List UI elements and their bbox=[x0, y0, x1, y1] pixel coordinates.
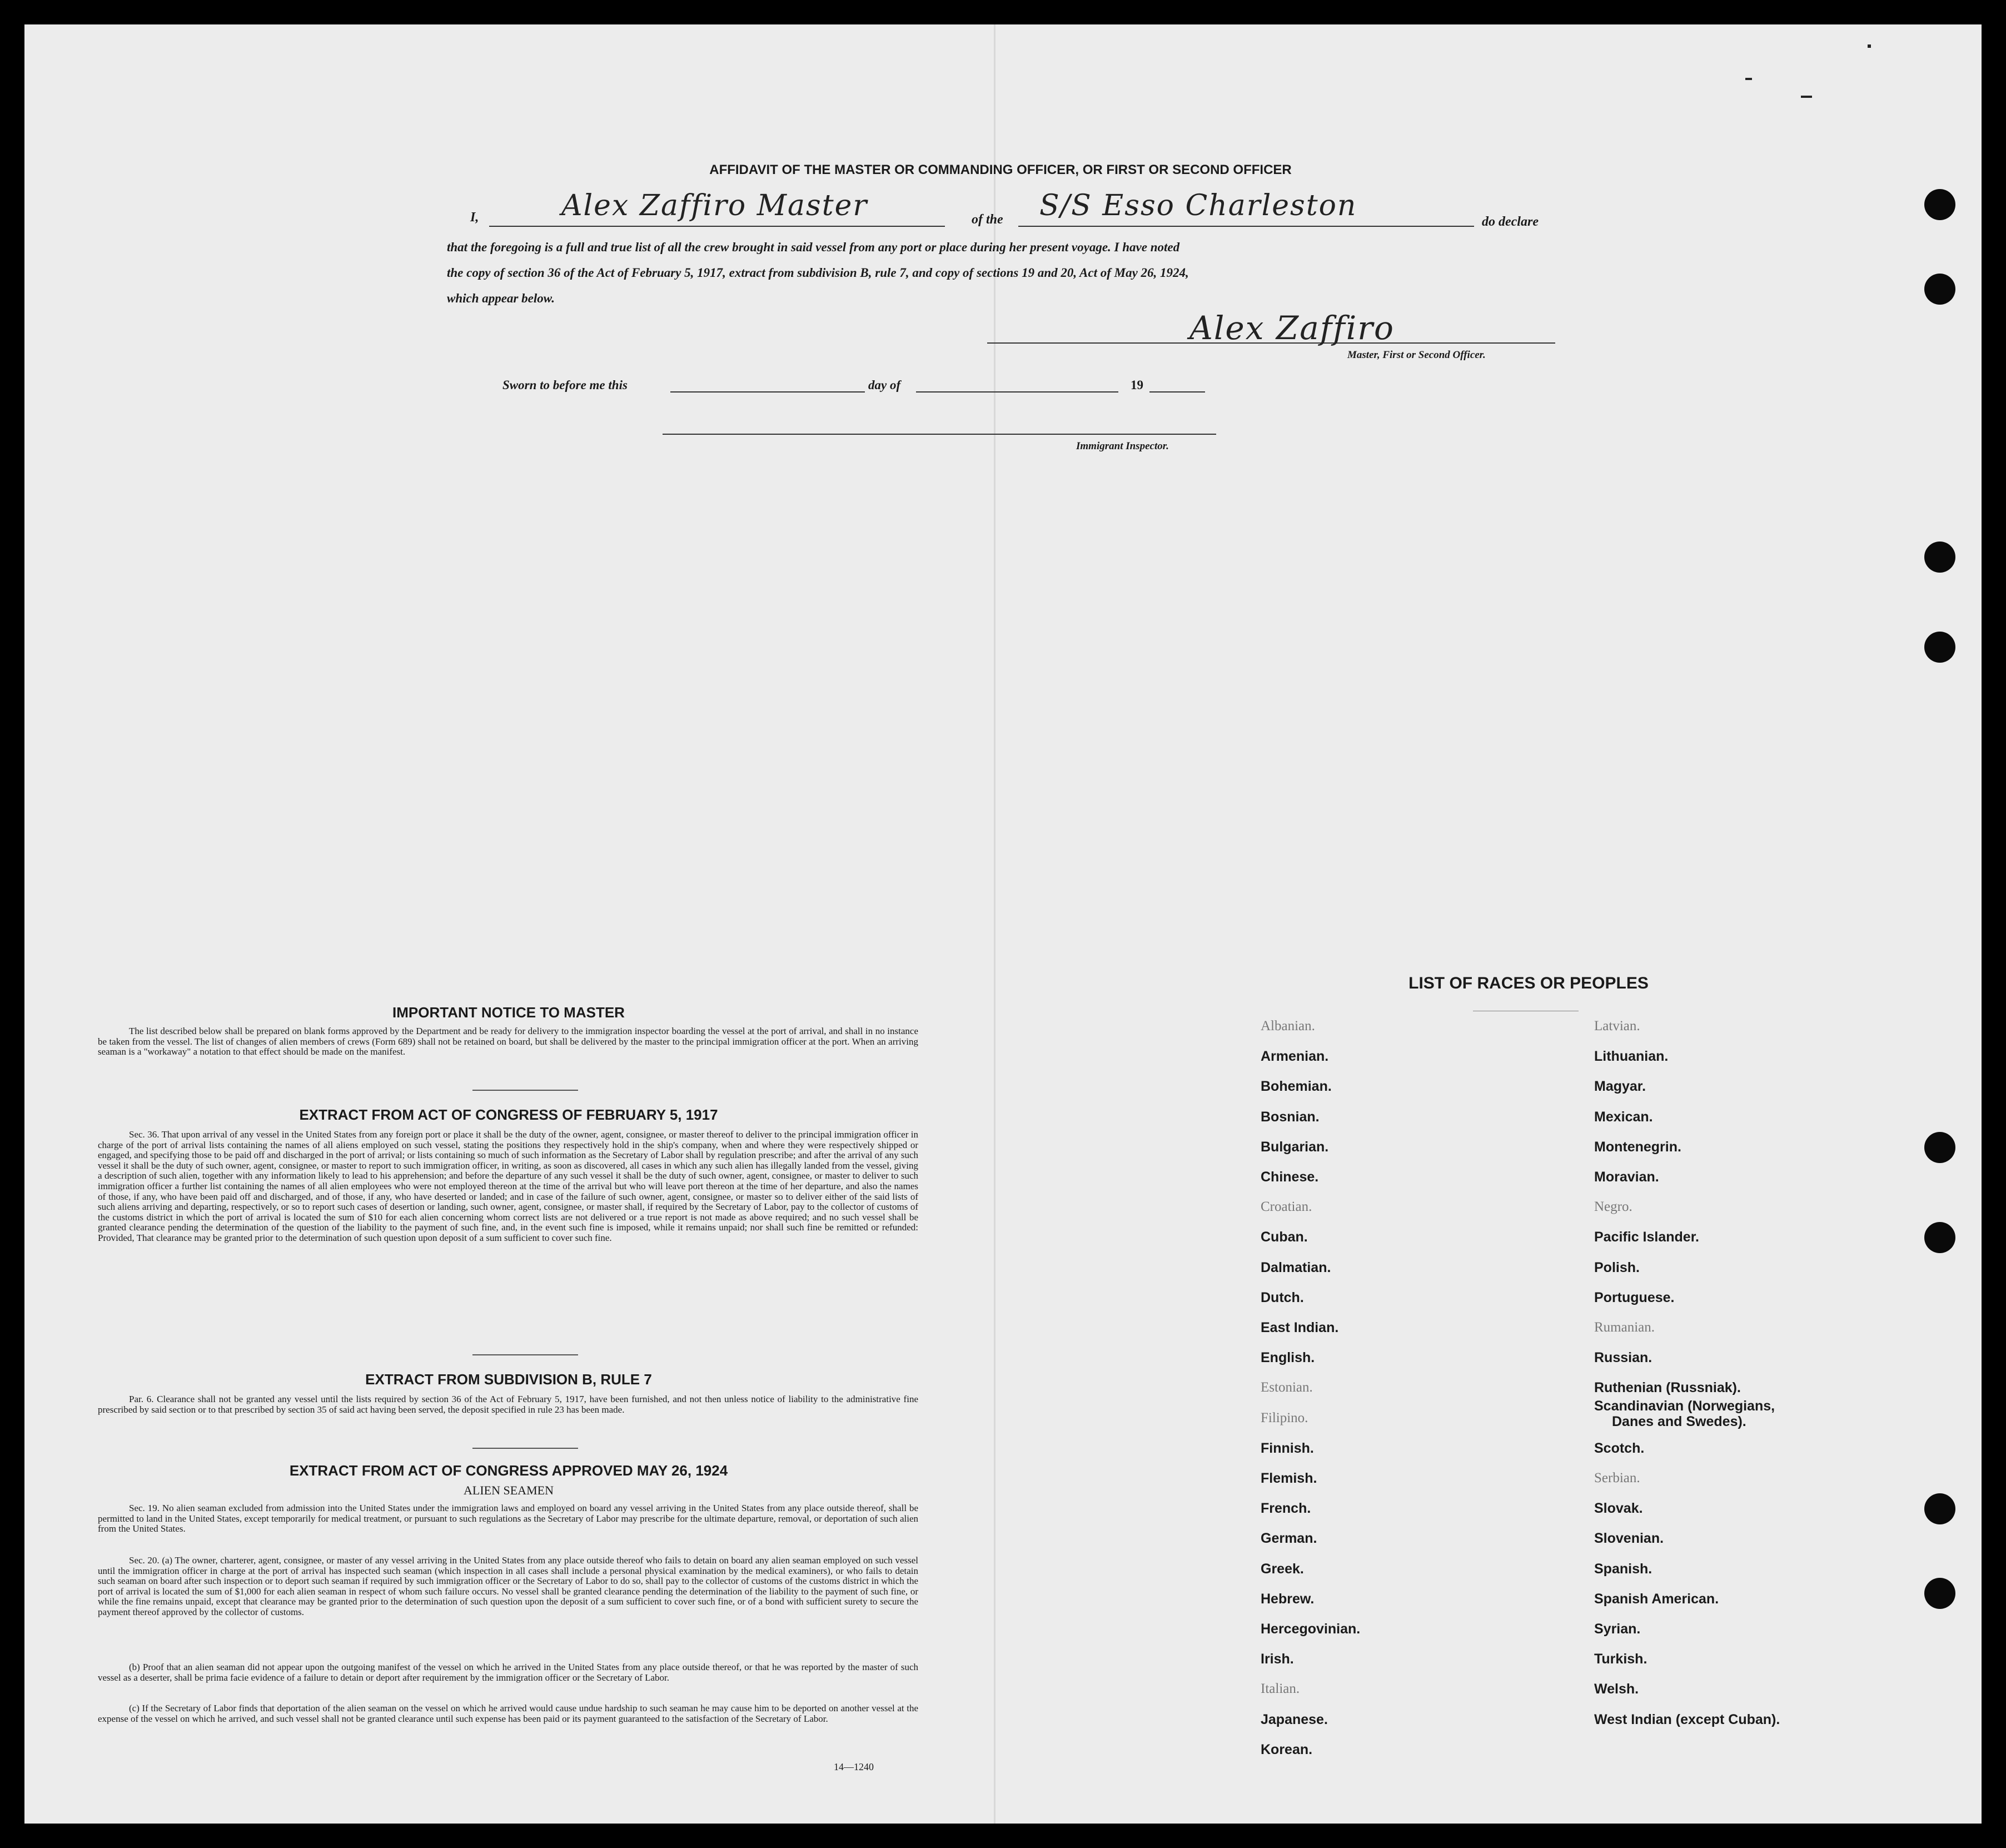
race-item: Irish. bbox=[1261, 1651, 1294, 1667]
race-item: Welsh. bbox=[1594, 1681, 1639, 1697]
race-item: German. bbox=[1261, 1531, 1317, 1547]
signature-caption: Master, First or Second Officer. bbox=[1347, 349, 1486, 361]
race-item: Estonian. bbox=[1261, 1380, 1313, 1395]
race-item: Portuguese. bbox=[1594, 1289, 1675, 1305]
day-of-label: day of bbox=[868, 378, 901, 392]
race-item: Spanish. bbox=[1594, 1561, 1652, 1577]
race-item: Bohemian. bbox=[1261, 1079, 1332, 1095]
race-item: Russian. bbox=[1594, 1350, 1652, 1366]
race-item: Negro. bbox=[1594, 1199, 1632, 1215]
sec-20c-text: (c) If the Secretary of Labor finds that deportation of the alien seaman on the vessel on which he arrived would cause undue hardship to such seaman he may cause him to be deported on another vessel at the expense of the vessel on which he arrived, and such vessel shall not be granted clearance until such expense has been paid or its payment guaranteed to the satisfaction of the Secretary of Labor. bbox=[98, 1703, 918, 1724]
sec-20a-text: Sec. 20. (a) The owner, charterer, agent, consignee, or master of any vessel arriving in the United States from any place outside thereof who fails to detain on board any alien seaman employed on such vessel until the immigration officer in charge at the port of arrival has inspected such seaman (which inspection in all cases shall include a personal physical examination by the medical examiners), or who fails to detain such seaman on board after such inspection or to deport such seaman if required by such immigration officer or the Secretary of Labor to do so, shall pay to the collector of customs of the customs district in which the port of arrival is located the sum of $1,000 for each alien seaman in respect of whom such failure occurs. No vessel shall be granted clearance pending the determination of the liability to the payment of such fine, or while the fine remains unpaid, except that clearance may be granted prior to the determination of such question upon the deposit of a sum sufficient to cover such fine, or of a bond with sufficient surety to secure the payment thereof approved by the collector of customs. bbox=[98, 1555, 918, 1617]
divider bbox=[472, 1090, 578, 1091]
race-item: Bulgarian. bbox=[1261, 1139, 1329, 1155]
race-item: Lithuanian. bbox=[1594, 1049, 1669, 1065]
document-page bbox=[24, 24, 1982, 1824]
inspector-caption: Immigrant Inspector. bbox=[1076, 440, 1169, 452]
race-item: Dutch. bbox=[1261, 1289, 1304, 1305]
notice-title: IMPORTANT NOTICE TO MASTER bbox=[392, 1004, 625, 1021]
extract-1917-title: EXTRACT FROM ACT OF CONGRESS OF FEBRUARY 5, 1917 bbox=[299, 1106, 718, 1123]
race-item: English. bbox=[1261, 1350, 1315, 1366]
race-item: French. bbox=[1261, 1501, 1311, 1517]
race-item: Dalmatian. bbox=[1261, 1259, 1331, 1275]
race-item: Turkish. bbox=[1594, 1651, 1647, 1667]
race-item: Syrian. bbox=[1594, 1621, 1641, 1637]
binder-hole bbox=[1924, 542, 1955, 573]
form-number: 14—1240 bbox=[834, 1761, 874, 1772]
sec-20b-text: (b) Proof that an alien seaman did not appear upon the outgoing manifest of the vessel on which he arrived in the United States from any place outside thereof, or that he was reported by the master of such vessel as a deserter, shall be prima facie evidence of a failure to detain or deport after requirement by the immigration officer or the Secretary of Labor. bbox=[98, 1662, 918, 1683]
subdivision-b-text: Par. 6. Clearance shall not be granted any vessel until the lists required by section 36 of the Act of February 5, 1917, have been furnished, and not then unless notice of liability to the administrative fine prescribed by said section or to that prescribed by section 35 of said act having been served, the deposit specified in rule 23 has been made. bbox=[98, 1394, 918, 1415]
master-name-line bbox=[489, 226, 945, 227]
race-item: Korean. bbox=[1261, 1741, 1313, 1757]
vessel-line bbox=[1018, 226, 1474, 227]
race-item: East Indian. bbox=[1261, 1320, 1339, 1335]
race-item: Slovak. bbox=[1594, 1501, 1643, 1517]
affidavit-line-3: which appear below. bbox=[447, 291, 555, 305]
race-item: Pacific Islander. bbox=[1594, 1229, 1699, 1245]
binder-hole bbox=[1924, 1493, 1955, 1524]
affidavit-title: AFFIDAVIT OF THE MASTER OR COMMANDING OFFICER, OR FIRST OR SECOND OFFICER bbox=[709, 162, 1292, 177]
binder-hole bbox=[1924, 189, 1955, 220]
race-item: Bosnian. bbox=[1261, 1109, 1320, 1125]
sec-19-text: Sec. 19. No alien seaman excluded from admission into the United States under the immigration laws and employed on board any vessel arriving in the United States from any place outside thereof, shall be permitted to land in the United States, except temporarily for medical treatment, or pursuant to such regulations as the Secretary of Labor may prescribe for the ultimate departure, removal, or deportation of such alien from the United States. bbox=[98, 1503, 918, 1534]
race-item: Ruthenian (Russniak). bbox=[1594, 1380, 1741, 1396]
race-item: Magyar. bbox=[1594, 1079, 1646, 1095]
race-item: Japanese. bbox=[1261, 1711, 1328, 1727]
year-prefix: 19 bbox=[1131, 378, 1143, 392]
divider bbox=[472, 1448, 578, 1449]
binder-hole bbox=[1924, 632, 1955, 663]
i-label: I, bbox=[470, 210, 479, 225]
sworn-day-line bbox=[670, 391, 865, 393]
race-item: Latvian. bbox=[1594, 1019, 1640, 1034]
notice-text: The list described below shall be prepared on blank forms approved by the Department and be ready for delivery to the immigration inspector boarding the vessel at the port of arrival, and shall in no instance be taken from the vessel. The list of changes of alien members of crews (Form 689) shall not be retained on board, but shall be delivered by the master to the principal immigration officer at the port. When an arriving seaman is a "workaway" a notation to that effect should be made on the manifest. bbox=[98, 1026, 918, 1057]
binder-hole bbox=[1924, 1578, 1955, 1609]
race-item: West Indian (except Cuban). bbox=[1594, 1711, 1780, 1727]
affidavit-line-2: the copy of section 36 of the Act of February 5, 1917, extract from subdivision B, rule 7, and copy of sections 19 and 20, Act of May 26, 1924, bbox=[447, 266, 1189, 280]
extract-1924-title: EXTRACT FROM ACT OF CONGRESS APPROVED MAY 26, 1924 bbox=[289, 1462, 728, 1479]
page-fold bbox=[994, 24, 995, 1824]
master-name-handwriting: Alex Zaffiro Master bbox=[561, 189, 868, 222]
race-item: Hebrew. bbox=[1261, 1591, 1315, 1607]
race-item: Hercegovinian. bbox=[1261, 1621, 1361, 1637]
inspector-line bbox=[663, 434, 1216, 435]
do-declare: do declare bbox=[1482, 215, 1539, 229]
binder-hole bbox=[1924, 1222, 1955, 1253]
race-item: Serbian. bbox=[1594, 1471, 1640, 1486]
divider bbox=[472, 1354, 578, 1355]
race-item: Filipino. bbox=[1261, 1410, 1308, 1425]
race-item: Italian. bbox=[1261, 1681, 1300, 1697]
vessel-name-handwriting: S/S Esso Charleston bbox=[1039, 189, 1357, 222]
race-item: Finnish. bbox=[1261, 1440, 1314, 1456]
race-item: Mexican. bbox=[1594, 1109, 1653, 1125]
extract-1917-text: Sec. 36. That upon arrival of any vessel in the United States from any foreign port or place it shall be the duty of the owner, agent, consignee, or master thereof to deliver to the principal immigration officer in charge of the port of arrival lists containing the names of all aliens employed on such vessel, stating the positions they respectively hold in the ship's company, when and where they were respectively shipped or engaged, and specifying those to be paid off and discharged in the port of arrival; or lists containing so much of such information as the Secretary of Labor shall by regulation prescribe; and after the arrival of any such vessel it shall be the duty of such owner, agent, consignee, or master to report to such immigration officer, in writing, as soon as discovered, all cases in which any such alien has illegally landed from the vessel, giving a description of such alien, together with any information likely to lead to his apprehension; and before the departure of any such vessel it shall be the duty of such owner, agent, consignee, or master to deliver to such immigration officer a further list containing the names of all alien employees who were not employed thereon at the time of the arrival but who will leave port thereon at the time of her departure, and also the names of those, if any, who have been paid off and discharged, and of those, if any, who have deserted or landed; and in case of the failure of such owner, agent, consignee, or master so to deliver either of the said lists of such aliens arriving and departing, respectively, or so to report such cases of desertion or landing, such owner, agent, consignee, or master shall, if required by the Secretary of Labor, pay to the collector of customs of the customs district in which the port of arrival is located the sum of $10 for each alien concerning whom correct lists are not delivered or a true report is not made as above required; and no such vessel shall be granted clearance pending the determination of the question of the liability to the payment of such fine, and, in the event such fine is imposed, while it remains unpaid; nor shall such fine be remitted or refunded: Provided, That clearance may be granted prior to the determination of such question upon deposit of a sum sufficient to cover such fine. bbox=[98, 1129, 918, 1243]
sworn-month-line bbox=[916, 391, 1118, 393]
signature-handwriting: Alex Zaffiro bbox=[1189, 309, 1395, 347]
race-item: Scotch. bbox=[1594, 1440, 1645, 1456]
speck bbox=[1745, 78, 1752, 80]
race-item: Polish. bbox=[1594, 1259, 1640, 1275]
alien-seamen-subtitle: ALIEN SEAMEN bbox=[464, 1483, 554, 1497]
race-item: Flemish. bbox=[1261, 1471, 1317, 1486]
race-item: Montenegrin. bbox=[1594, 1139, 1681, 1155]
race-item: Spanish American. bbox=[1594, 1591, 1719, 1607]
binder-hole bbox=[1924, 274, 1955, 305]
race-item: Armenian. bbox=[1261, 1049, 1329, 1065]
subdivision-b-title: EXTRACT FROM SUBDIVISION B, RULE 7 bbox=[365, 1371, 652, 1388]
race-item: Cuban. bbox=[1261, 1229, 1308, 1245]
race-item: Greek. bbox=[1261, 1561, 1304, 1577]
speck bbox=[1868, 44, 1871, 48]
race-item: Albanian. bbox=[1261, 1019, 1315, 1034]
race-item: Croatian. bbox=[1261, 1199, 1312, 1215]
of-the-label: of the bbox=[972, 212, 1003, 227]
race-item: Moravian. bbox=[1594, 1169, 1659, 1185]
race-item: Danes and Swedes). bbox=[1612, 1413, 1746, 1429]
binder-hole bbox=[1924, 1132, 1955, 1163]
races-title: LIST OF RACES OR PEOPLES bbox=[1408, 974, 1649, 992]
affidavit-line-1: that the foregoing is a full and true list of all the crew brought in said vessel from any port or place during her present voyage. I have noted bbox=[447, 240, 1180, 254]
race-item: Slovenian. bbox=[1594, 1531, 1664, 1547]
race-item: Rumanian. bbox=[1594, 1320, 1655, 1335]
year-line bbox=[1149, 391, 1205, 393]
race-item: Scandinavian (Norwegians, bbox=[1594, 1398, 1775, 1414]
speck bbox=[1801, 96, 1812, 98]
sworn-label: Sworn to before me this bbox=[502, 378, 628, 392]
race-item: Chinese. bbox=[1261, 1169, 1319, 1185]
